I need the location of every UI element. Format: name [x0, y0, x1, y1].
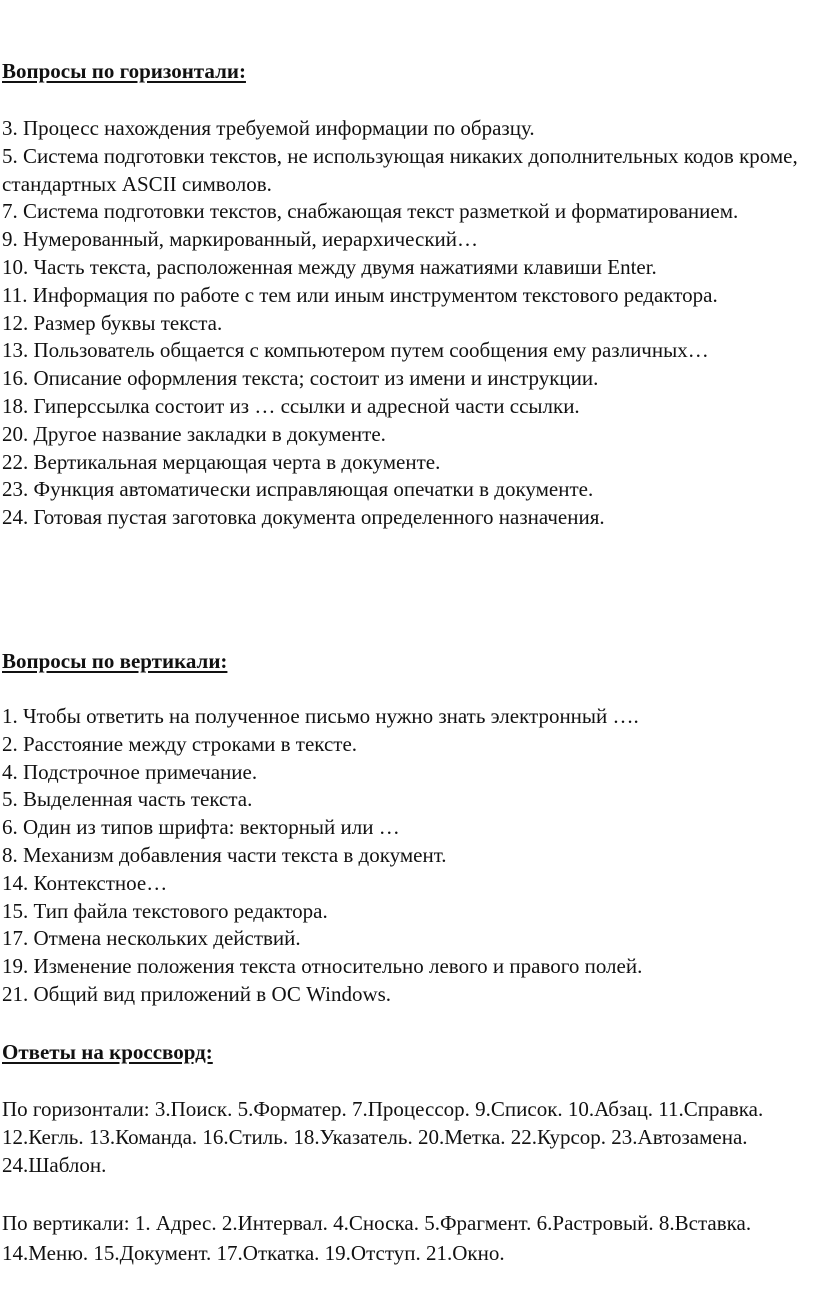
- horizontal-question-item: 13. Пользователь общается с компьютером путем сообщения ему различных…: [2, 338, 709, 363]
- vertical-questions-list: [2, 703, 812, 1009]
- horizontal-question-item: 11. Информация по работе с тем или иным инструментом текстового редактора.: [2, 282, 718, 307]
- vertical-question-item: 5. Выделенная часть текста.: [2, 787, 253, 812]
- vertical-question-item: 6. Один из типов шрифта: векторный или …: [2, 815, 400, 840]
- horizontal-question-item: 23. Функция автоматически исправляющая опечатки в документе.: [2, 477, 594, 502]
- horizontal-question-item: 7. Система подготовки текстов, снабжающая текст разметкой и форматированием.: [2, 199, 739, 224]
- horizontal-question-item: 3. Процесс нахождения требуемой информации по образцу.: [2, 116, 535, 140]
- horizontal-questions-list: [2, 115, 812, 532]
- horizontal-question-item: 9. Нумерованный, маркированный, иерархический…: [2, 227, 478, 252]
- horizontal-question-item: 24. Готовая пустая заготовка документа определенного назначения.: [2, 505, 605, 530]
- vertical-question-item: 21. Общий вид приложений в ОС Windows.: [2, 981, 392, 1006]
- vertical-question-item: 8. Механизм добавления части текста в документ.: [2, 842, 447, 867]
- answers-vertical-paragraph: По вертикали: 1. Адрес. 2.Интервал. 4.Сноска. 5.Фрагмент. 6.Растровый. 8.Вставка. 14.Меню. 15.Документ. 17.Откатка. 19.Отступ. 21.Окно.: [2, 1211, 752, 1265]
- vertical-question-item: 1. Чтобы ответить на полученное письмо нужно знать электронный ….: [2, 704, 639, 728]
- vertical-question-item: 4. Подстрочное примечание.: [2, 759, 258, 784]
- vertical-question-item: 17. Отмена нескольких действий.: [2, 926, 301, 951]
- horizontal-question-item: 10. Часть текста, расположенная между двумя нажатиями клавиши Enter.: [2, 254, 657, 279]
- horizontal-question-item: 16. Описание оформления текста; состоит из имени и инструкции.: [2, 366, 599, 391]
- vertical-question-item: 2. Расстояние между строками в тексте.: [2, 731, 358, 756]
- horizontal-question-item: 12. Размер буквы текста.: [2, 310, 223, 335]
- vertical-question-item: 14. Контекстное…: [2, 870, 168, 895]
- horizontal-questions-heading: Вопросы по горизонтали:: [2, 59, 246, 83]
- horizontal-question-item: 22. Вертикальная мерцающая черта в документе.: [2, 449, 441, 474]
- vertical-question-item: 19. Изменение положения текста относительно левого и правого полей.: [2, 954, 643, 979]
- horizontal-question-item: 5. Система подготовки текстов, не использующая никаких дополнительных кодов кроме, стандартных ASCII символов.: [2, 143, 798, 196]
- answers-horizontal-paragraph: По горизонтали: 3.Поиск. 5.Форматер. 7.Процессор. 9.Список. 10.Абзац. 11.Справка. 12.Кегль. 13.Команда. 16.Стиль. 18.Указатель. 20.Метка. 22.Курсор. 23.Автозамена. 24.Шаблон.: [2, 1097, 764, 1177]
- vertical-questions-heading: Вопросы по вертикали:: [2, 649, 228, 673]
- horizontal-question-item: 18. Гиперссылка состоит из … ссылки и адресной части ссылки.: [2, 393, 580, 418]
- vertical-question-item: 15. Тип файла текстового редактора.: [2, 898, 328, 923]
- horizontal-question-item: 20. Другое название закладки в документе.: [2, 421, 386, 446]
- answers-heading: Ответы на кроссворд:: [2, 1040, 213, 1064]
